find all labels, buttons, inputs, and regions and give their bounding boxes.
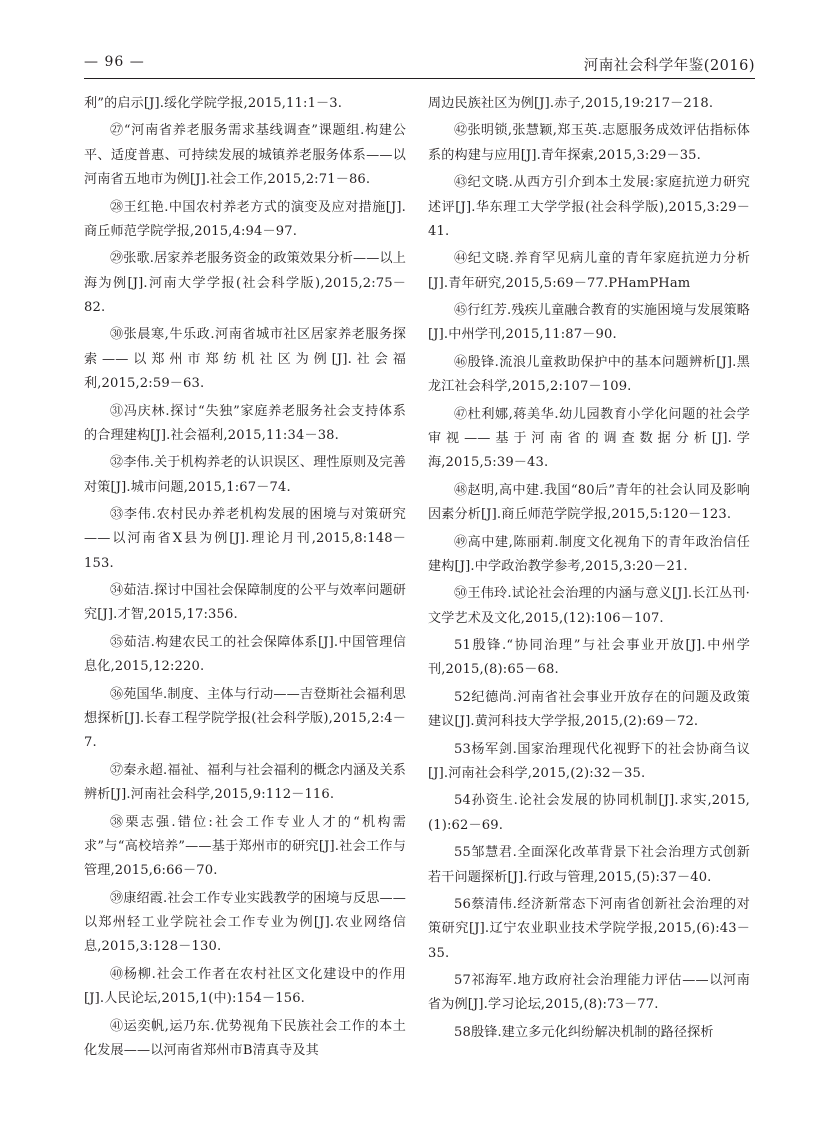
reference-entry: ㉚张晨寒,牛乐政.河南省城市社区居家养老服务探索——以郑州市郑纺机社区为例[J].社会福利,2015,2:59－63. <box>84 327 406 392</box>
page-number: — 96 — <box>84 54 145 70</box>
reference-entry: ㊲秦永超.福祉、福利与社会福利的概念内涵及关系辨析[J].河南社会科学,2015,9:112－116. <box>84 762 406 803</box>
reference-entry: 52纪德尚.河南省社会事业开放存在的问题及政策建议[J].黄河科技大学学报,2015,(2):69－72. <box>428 689 750 730</box>
reference-entry: ㊱苑国华.制度、主体与行动——吉登斯社会福利思想探析[J].长春工程学院学报(社会科学版),2015,2:4－7. <box>84 686 406 751</box>
reference-entry: ㉘王红艳.中国农村养老方式的演变及应对措施[J].商丘师范学院学报,2015,4:94－97. <box>84 199 406 239</box>
reference-entry: ㊿王伟玲.试论社会治理的内涵与意义[J].长江丛刊·文学艺术及文化,2015,(12):106－107. <box>428 586 750 626</box>
reference-entry: ㉞茹洁.探讨中国社会保障制度的公平与效率问题研究[J].才智,2015,17:356. <box>84 583 406 623</box>
reference-entry: ㊺行红芳.残疾儿童融合教育的实施困境与发展策略[J].中州学刊,2015,11:87－90. <box>428 303 750 343</box>
left-column <box>84 92 406 1066</box>
reference-entry: ㊴康绍霞.社会工作专业实践教学的困境与反思——以郑州轻工业学院社会工作专业为例[J].农业网络信息,2015,3:128－130. <box>84 890 406 955</box>
running-title: 河南社会科学年鉴(2016) <box>583 58 755 74</box>
reference-entry: 54孙资生.论社会发展的协同机制[J].求实,2015,(1):62－69. <box>428 793 750 833</box>
reference-entry: 51殷锋.“协同治理”与社会事业开放[J].中州学刊,2015,(8):65－68. <box>428 638 750 678</box>
reference-entry: 53杨军剑.国家治理现代化视野下的社会协商刍议[J].河南社会科学,2015,(2):32－35. <box>428 741 750 781</box>
reference-entry: 周边民族社区为例[J].赤子,2015,19:217－218. <box>428 96 714 111</box>
reference-entry: 57祁海军.地方政府社会治理能力评估——以河南省为例[J].学习论坛,2015,(8):73－77. <box>428 973 750 1013</box>
page-header <box>84 50 755 79</box>
reference-entry: ㊹纪文晓.养育罕见病儿童的青年家庭抗逆力分析[J].青年研究,2015,5:69－77.PHamPHam <box>428 251 750 291</box>
reference-entry: ㊾高中建,陈丽莉.制度文化视角下的青年政治信任建构[J].中学政治教学参考,2015,3:20－21. <box>428 534 750 574</box>
reference-entry: ㉜李伟.关于机构养老的认识误区、理性原则及完善对策[J].城市问题,2015,1:67－74. <box>84 455 406 495</box>
reference-entry: ㉛冯庆林.探讨“失独”家庭养老服务社会支持体系的合理建构[J].社会福利,2015,11:34－38. <box>84 403 406 443</box>
reference-entry: ㊼杜利娜,蒋美华.幼儿园教育小学化问题的社会学审视——基于河南省的调查数据分析[J].学海,2015,5:39－43. <box>428 406 750 471</box>
reference-entry: ㉗“河南省养老服务需求基线调查”课题组.构建公平、适度普惠、可持续发展的城镇养老服务体系——以河南省五地市为例[J].社会工作,2015,2:71－86. <box>84 123 406 188</box>
reference-entry: 利”的启示[J].绥化学院学报,2015,11:1－3. <box>84 96 343 111</box>
reference-entry: ㉟茹洁.构建农民工的社会保障体系[J].中国管理信息化,2015,12:220. <box>84 634 406 675</box>
reference-entry: ㉝李伟.农村民办养老机构发展的困境与对策研究——以河南省X县为例[J].理论月刊,2015,8:148－153. <box>84 507 406 571</box>
reference-entry: ㊻殷锋.流浪儿童救助保护中的基本问题辨析[J].黑龙江社会科学,2015,2:107－109. <box>428 354 750 395</box>
reference-entry: ㊵杨柳.社会工作者在农村社区文化建设中的作用[J].人民论坛,2015,1(中):154－156. <box>84 966 406 1007</box>
reference-entry: ㊷张明锁,张慧颖,郑玉英.志愿服务成效评估指标体系的构建与应用[J].青年探索,2015,3:29－35. <box>428 123 750 163</box>
reference-entry: ㉙张歌.居家养老服务资金的政策效果分析——以上海为例[J].河南大学学报(社会科学版),2015,2:75－82. <box>84 251 406 315</box>
right-column <box>428 92 750 1048</box>
reference-entry: ㊳栗志强.错位:社会工作专业人才的“机构需求”与“高校培养”——基于郑州市的研究[J].社会工作与管理,2015,6:66－70. <box>84 814 406 879</box>
reference-entry: 56蔡清伟.经济新常态下河南省创新社会治理的对策研究[J].辽宁农业职业技术学院学报,2015,(6):43－35. <box>428 897 750 961</box>
reference-entry: ㊸纪文晓.从西方引介到本土发展:家庭抗逆力研究述评[J].华东理工大学学报(社会科学版),2015,3:29－41. <box>428 175 750 239</box>
reference-entry: ㊽赵明,高中建.我国“80后”青年的社会认同及影响因素分析[J].商丘师范学院学报,2015,5:120－123. <box>428 482 750 523</box>
reference-entry: 58殷锋.建立多元化纠纷解决机制的路径探析 <box>454 1024 714 1040</box>
reference-entry: 55邹慧君.全面深化改革背景下社会治理方式创新若干问题探析[J].行政与管理,2015,(5):37－40. <box>428 845 750 885</box>
reference-entry: ㊶运奕帆,运乃东.优势视角下民族社会工作的本土化发展——以河南省郑州市B清真寺及其 <box>84 1018 406 1058</box>
